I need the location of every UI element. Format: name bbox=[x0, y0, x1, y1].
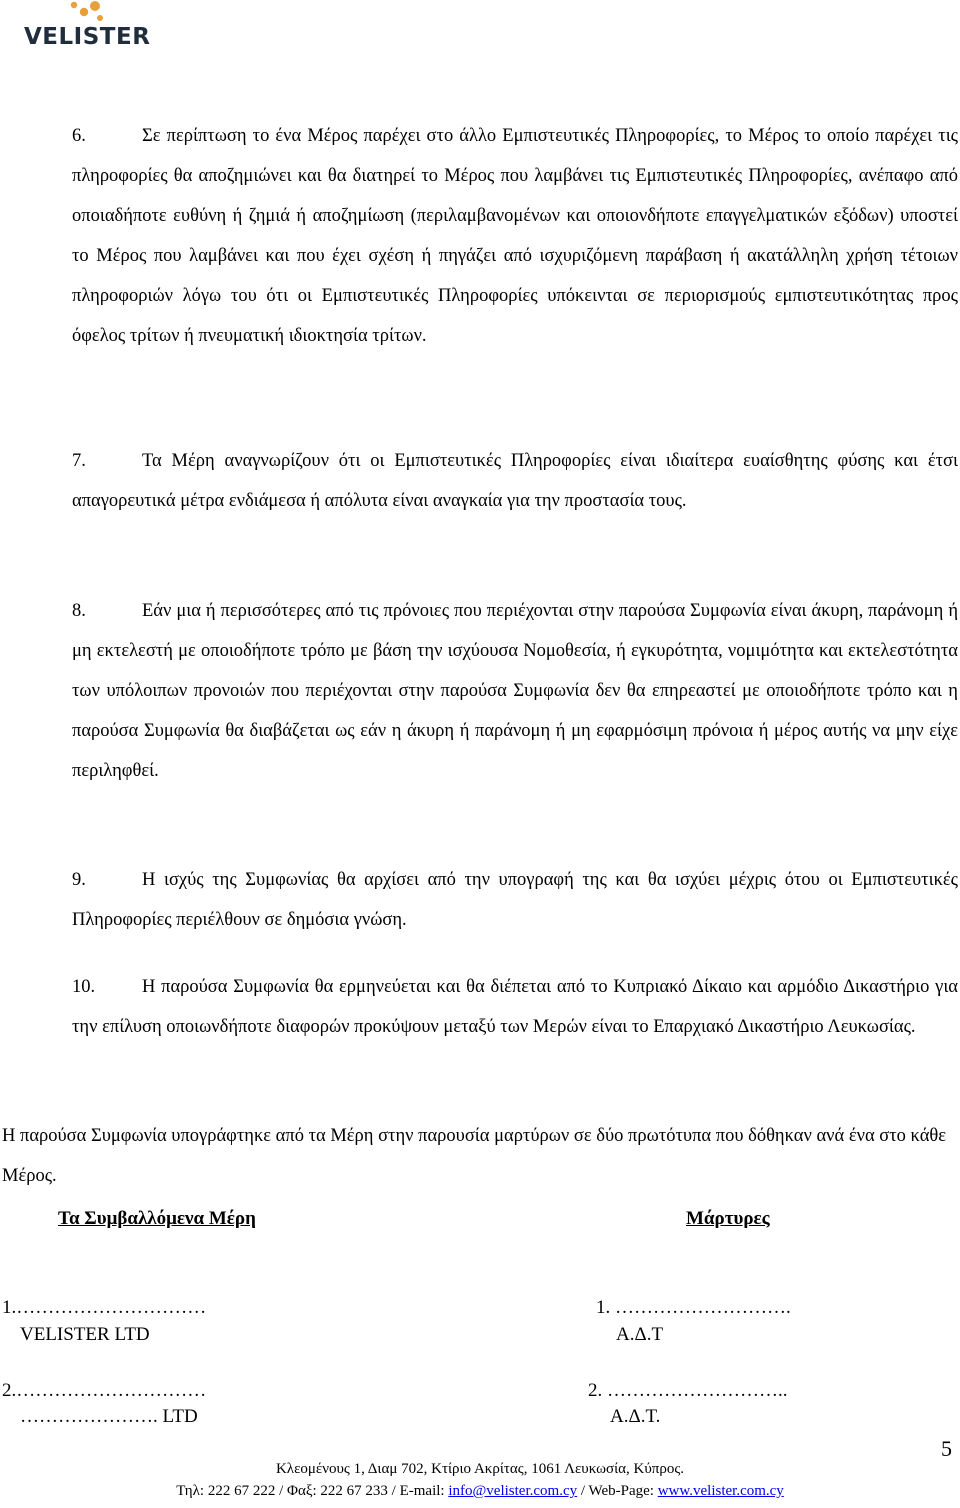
clause-6 bbox=[72, 116, 958, 356]
footer-contact-prefix: Τηλ: 222 67 222 / Φαξ: 222 67 233 / E-mail: bbox=[176, 1483, 449, 1499]
clause-text: Σε περίπτωση το ένα Μέρος παρέχει στο άλλο Εμπιστευτικές Πληροφορίες, το Μέρος το οποίο παρέχει τις πληροφορίες θα αποζημιώνει και θα διατηρεί το Μέρος που λαμβάνει τις Εμπιστευτικές Πληροφορίες, ανέπαφο από οποιαδήποτε ευθύνη ή ζημιά ή αποζημίωση (περιλαμβανομένων και οποιονδήποτε επαγγελματικών εξόδων) υποστεί το Μέρος που λαμβάνει και που έχει σχέση ή πηγάζει από ισχυριζόμενη παράβαση ή ακατάλληλη χρήση τέτοιων πληροφοριών λόγω του ότι οι Εμπιστευτικές Πληροφορίες υπόκεινται σε περιορισμούς εμπιστευτικότητας προς όφελος τρίτων ή πνευματική ιδιοκτησία τρίτων. bbox=[72, 126, 958, 346]
clause-10 bbox=[72, 967, 958, 1047]
witness2-signature-line: 2. ……………………….. bbox=[588, 1380, 788, 1401]
party2-signature-line: 2.………………………… bbox=[2, 1380, 207, 1401]
clause-number: 6. bbox=[72, 126, 86, 146]
clause-text: Η ισχύς της Συμφωνίας θα αρχίσει από την υπογραφή της και θα ισχύει μέχρις ότου οι Εμπιστευτικές Πληροφορίες περιέλθουν σε δημόσια γνώση. bbox=[72, 870, 958, 930]
logo-text: VELISTER bbox=[24, 24, 151, 50]
clause-9 bbox=[72, 860, 958, 940]
clause-number: 8. bbox=[72, 601, 86, 621]
footer-contact bbox=[0, 1483, 960, 1500]
email-link[interactable]: info@velister.com.cy bbox=[448, 1483, 578, 1499]
witnesses-heading: Μάρτυρες bbox=[686, 1208, 770, 1229]
closing-statement: Η παρούσα Συμφωνία υπογράφτηκε από τα Μέρη στην παρουσία μαρτύρων σε δύο πρωτότυπα που δόθηκαν ανά ένα στο κάθε Μέρος. bbox=[2, 1126, 947, 1186]
clause-text: Εάν μια ή περισσότερες από τις πρόνοιες που περιέχονται στην παρούσα Συμφωνία είναι άκυρη, παράνομη ή μη εκτελεστή με οποιοδήποτε τρόπο με βάση την ισχύουσα Νομοθεσία, ή εγκυρότητα, νομιμότητα και εκτελεστότητα των υπόλοιπων προνοιών που περιέχονται στην παρούσα Συμφωνία δεν θα επηρεαστεί με οποιοδήποτε τρόπο και η παρούσα Συμφωνία θα διαβάζεται ως εάν η άκυρη ή παράνομη ή μη εφαρμόσιμη πρόνοια ή μέρος αυτής να μην είχε περιληφθεί. bbox=[72, 601, 958, 781]
party2-name: …………………. LTD bbox=[20, 1406, 198, 1427]
party1-name: VELISTER LTD bbox=[20, 1324, 150, 1345]
website-link[interactable]: www.velister.com.cy bbox=[657, 1483, 784, 1499]
witness1-id: Α.Δ.Τ bbox=[616, 1324, 664, 1345]
party1-signature-line: 1.………………………… bbox=[2, 1297, 207, 1318]
clause-8 bbox=[72, 591, 958, 791]
company-logo bbox=[24, 0, 151, 52]
clause-number: 9. bbox=[72, 870, 86, 890]
page-number: 5 bbox=[941, 1436, 952, 1461]
footer-web-prefix: / Web-Page: bbox=[577, 1483, 658, 1499]
clause-number: 7. bbox=[72, 451, 86, 471]
clause-text: Η παρούσα Συμφωνία θα ερμηνεύεται και θα διέπεται από το Κυπριακό Δίκαιο και αρμόδιο Δικαστήριο για την επίλυση οποιωνδήποτε διαφορών προκύψουν μεταξύ των Μερών είναι το Επαρχιακό Δικαστήριο Λευκωσίας. bbox=[72, 977, 958, 1037]
parties-heading: Τα Συμβαλλόμενα Μέρη bbox=[58, 1208, 256, 1229]
witness2-id: Α.Δ.Τ. bbox=[610, 1406, 661, 1427]
clause-text: Τα Μέρη αναγνωρίζουν ότι οι Εμπιστευτικές Πληροφορίες είναι ιδιαίτερα ευαίσθητης φύσης και έτσι απαγορευτικά μέτρα ενδιάμεσα ή απόλυτα είναι αναγκαία για την προστασία τους. bbox=[72, 451, 958, 511]
witness1-signature-line: 1. ………………………. bbox=[596, 1297, 791, 1318]
footer-address: Κλεομένους 1, Διαμ 702, Κτίριο Ακρίτας, 1061 Λευκωσία, Κύπρος. bbox=[275, 1461, 685, 1477]
clause-7 bbox=[72, 441, 958, 521]
clause-number: 10. bbox=[72, 977, 96, 997]
